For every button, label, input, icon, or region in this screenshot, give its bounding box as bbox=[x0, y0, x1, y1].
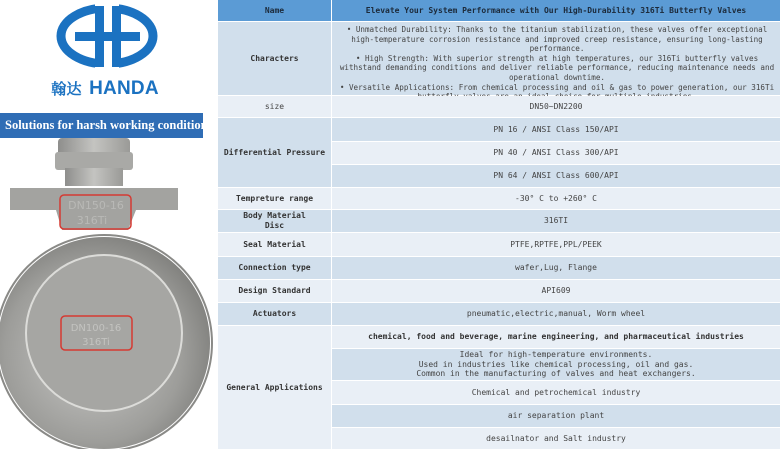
actuators-value: pneumatic,electric,manual, Worm wheel bbox=[466, 309, 646, 318]
pressure-value: PN 16 / ANSI Class 150/API bbox=[332, 118, 780, 141]
table-row-seal-material bbox=[218, 233, 780, 257]
table-row-actuators bbox=[218, 303, 780, 326]
table-row-body-material bbox=[218, 210, 780, 233]
valve-product-image bbox=[0, 138, 218, 449]
row-label-characters: Characters bbox=[218, 22, 332, 95]
row-label-design-standard: Design Standard bbox=[218, 280, 332, 302]
design-standard-value: API609 bbox=[541, 286, 571, 295]
connection-type-value: wafer,Lug, Flange bbox=[515, 263, 597, 272]
table-row-characters bbox=[218, 22, 780, 96]
characters-bullet: • Versatile Applications: From chemical processing and oil & gas to power generation, our 316Ti bbox=[339, 82, 775, 92]
row-label-actuators: Actuators bbox=[218, 303, 332, 325]
seal-material-value: PTFE,RPTFE,PPL/PEEK bbox=[510, 239, 602, 249]
tagline-banner: Solutions for harsh working conditions bbox=[0, 113, 203, 138]
marking-text-disc: DN100-16 bbox=[70, 323, 122, 334]
brand-name-cn: 翰达 bbox=[51, 81, 82, 98]
row-label-differential-pressure: Differential Pressure bbox=[218, 118, 332, 187]
body-material-value: 316TI bbox=[543, 216, 569, 225]
applications-value: Chemical and petrochemical industry bbox=[332, 380, 780, 404]
marking-text-disc-material: 316Ti bbox=[82, 337, 110, 348]
characters-bullet: • High Strength: With superior strength at high temperatures, our 316Ti butterfly valves withstand demanding conditions and deliver reliable performance, reducing maintenance needs and operational downtime. bbox=[339, 53, 775, 82]
table-header-row bbox=[218, 0, 780, 22]
characters-bullet: • Unmatched Durability: Thanks to the titanium stabilization, these valves offer exceptional high-temperature corrosion resistance and improved creep resistance, ensuring long-lasting performance. bbox=[346, 25, 768, 54]
brand-name-en: HANDA bbox=[89, 78, 159, 99]
pressure-value: PN 64 / ANSI Class 600/API bbox=[332, 164, 780, 187]
header-title: Elevate Your System Performance with Our High-Durability 316Ti Butterfly Valves bbox=[365, 5, 747, 15]
marking-text-top-material: 316Ti bbox=[76, 214, 108, 227]
pressure-value: PN 40 / ANSI Class 300/API bbox=[332, 141, 780, 164]
brand-name bbox=[0, 78, 210, 100]
table-row-design-standard bbox=[218, 280, 780, 303]
applications-value: desailnator and Salt industry bbox=[332, 427, 780, 449]
applications-value: chemical, food and beverage, marine engineering, and pharmaceutical industries bbox=[332, 326, 780, 348]
row-label-seal-material: Seal Material bbox=[218, 233, 332, 256]
row-label-general-applications: General Applications bbox=[218, 326, 332, 449]
table-row-temperature bbox=[218, 187, 780, 210]
left-panel bbox=[0, 0, 218, 449]
header-name-label: Name bbox=[218, 0, 332, 21]
applications-value: Ideal for high-temperature environments. Used in industries like chemical processing, oil and gas. Common in the manufacturing of valves and heat exchangers. bbox=[332, 348, 780, 380]
row-label-size: size bbox=[218, 96, 332, 117]
row-label-connection-type: Connection type bbox=[218, 257, 332, 279]
temperature-value: -30° C to +260° C bbox=[515, 193, 597, 203]
size-value: DN50~DN2200 bbox=[529, 101, 583, 111]
spec-table bbox=[218, 0, 780, 449]
row-label-temperature: Tempreture range bbox=[218, 188, 332, 209]
applications-value: air separation plant bbox=[332, 404, 780, 427]
table-row-size bbox=[218, 96, 780, 118]
row-label-body-material: Body Material Disc bbox=[218, 210, 332, 232]
handa-logo-icon bbox=[55, 4, 160, 69]
marking-text-top: DN150-16 bbox=[68, 199, 124, 212]
table-row-connection-type bbox=[218, 257, 780, 280]
characters-list bbox=[332, 22, 780, 95]
